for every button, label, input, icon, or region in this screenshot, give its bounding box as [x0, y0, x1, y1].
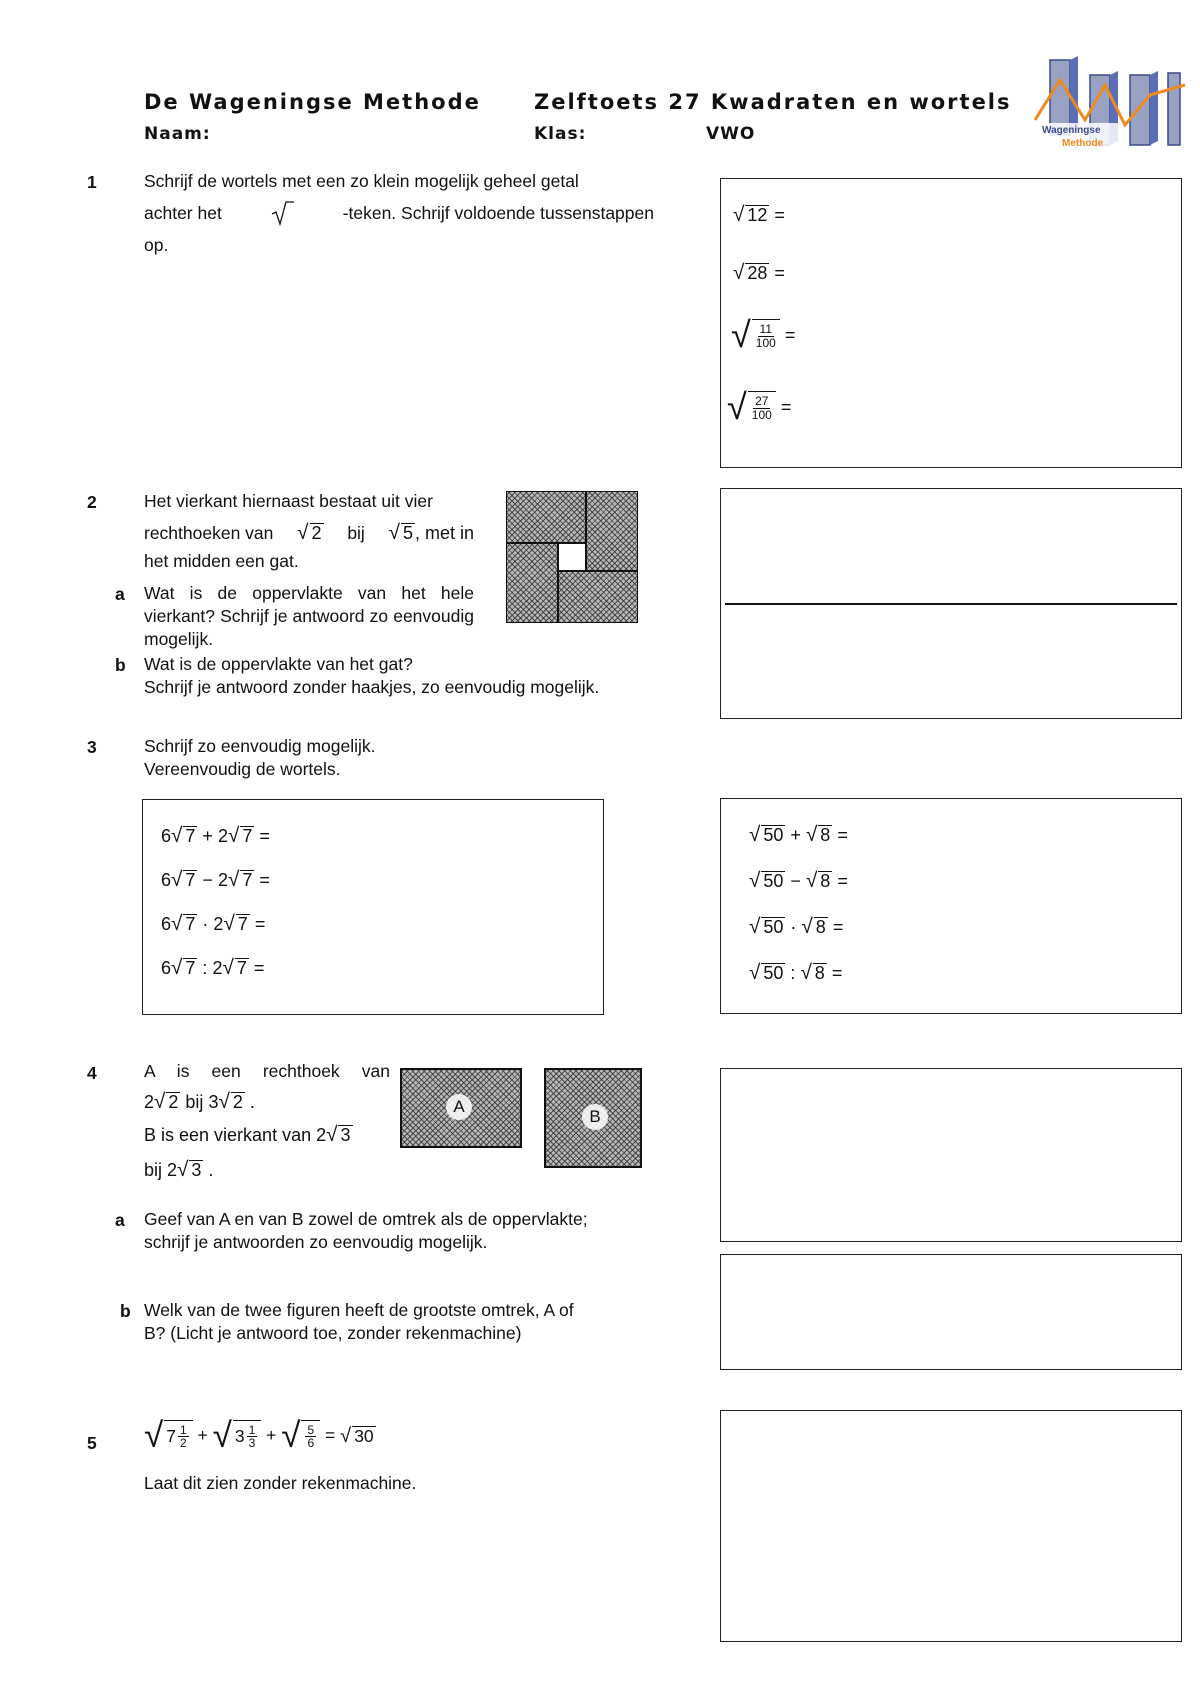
q2-number: 2 — [87, 492, 97, 512]
q4-line-1: A is een rechthoek van — [144, 1061, 390, 1081]
q4b-answer-box[interactable] — [720, 1254, 1182, 1370]
q2-hole — [558, 543, 586, 571]
q5-equation: √ 7 $\frac{1}{2}$ + √ 3 $\frac{1}{3}$ + √ $\frac{5}{6}$ = √ 30 — [144, 1416, 374, 1455]
q1-answer-box[interactable] — [720, 178, 1182, 468]
q4-figure-a — [400, 1068, 522, 1148]
q3-right-item-1: √ 50 + √ 8 = — [749, 823, 848, 847]
naam-label: Naam: — [144, 124, 211, 144]
q5-number: 5 — [87, 1433, 97, 1453]
q1-item-b: √ 28 = — [733, 261, 785, 285]
q2-rect-top-right — [586, 491, 638, 571]
q4b-text: Welk van de twee figuren heeft de grootste omtrek, A of B? (Licht je antwoord toe, zonder rekenmachine) — [144, 1300, 574, 1343]
document-title: De Wageningse Methode — [144, 90, 481, 114]
q4-number: 4 — [87, 1063, 97, 1083]
q3-left-item-4: 6 √ 7 : 2 √ 7 = — [161, 956, 265, 980]
q2-line-1: Het vierkant hiernaast bestaat uit vier — [144, 491, 433, 511]
q4-line-3: B is een vierkant van 2 √ 3 — [144, 1122, 351, 1146]
q4a-answer-box[interactable] — [720, 1068, 1182, 1242]
q3-left-box[interactable] — [142, 799, 604, 1015]
sqrt-symbol-icon — [270, 200, 294, 226]
q2-rect-top-left — [506, 491, 586, 543]
q2b-text: Wat is de oppervlakte van het gat? Schrijf je antwoord zonder haakjes, zo eenvoudig mogelijk. — [144, 654, 600, 697]
q2-text — [144, 485, 474, 573]
wageningse-methode-logo — [1030, 55, 1190, 155]
q4-text — [144, 1056, 390, 1188]
q4-line-4: bij 2 √ 3 . — [144, 1157, 214, 1181]
q2-answer-divider — [725, 603, 1177, 605]
level-label: VWO — [706, 124, 756, 144]
q3-right-box[interactable] — [720, 798, 1182, 1014]
q5-answer-box[interactable] — [720, 1410, 1182, 1642]
q2-answer-box[interactable] — [720, 488, 1182, 719]
q3-right-item-4: √ 50 : √ 8 = — [749, 961, 843, 985]
q1-item-a: √ 12 = — [733, 203, 785, 227]
q3-right-item-2: √ 50 − √ 8 = — [749, 869, 848, 893]
logo-graphic — [1030, 55, 1190, 155]
q1-text — [144, 165, 654, 261]
q5-instruction: Laat dit zien zonder rekenmachine. — [144, 1473, 417, 1493]
q3-left-item-2: 6 √ 7 − 2 √ 7 = — [161, 868, 270, 892]
q2-line-3: het midden een gat. — [144, 551, 299, 571]
q2-rect-bottom-right — [558, 571, 638, 623]
q1-line-1: Schrijf de wortels met een zo klein mogelijk geheel getal — [144, 171, 579, 191]
q1-line-3: op. — [144, 235, 169, 255]
q3-right-item-3: √ 50 · √ 8 = — [749, 915, 844, 939]
q4a-text: Geef van A en van B zowel de omtrek als de oppervlakte; schrijf je antwoorden zo eenvoudig mogelijk. — [144, 1209, 588, 1252]
q1-line-2b: -teken. Schrijf voldoende tussenstappen — [342, 203, 654, 223]
q3-left-item-1: 6 √ 7 + 2 √ 7 = — [161, 824, 270, 848]
q1-line-2 — [144, 197, 654, 229]
q4-line-2: 2 √ 2 bij 3 √ 2 . — [144, 1089, 255, 1113]
logo-text-1: Wageningse — [1042, 125, 1101, 136]
q2-square-figure — [506, 491, 638, 623]
q1-item-d: √ $\frac{27}{100}$ = — [727, 386, 792, 427]
q1-line-2a: achter het — [144, 203, 222, 223]
q2-rect-bottom-left — [506, 543, 558, 623]
q1-number: 1 — [87, 172, 97, 192]
q4a-label: a — [115, 1210, 125, 1230]
q4b-label: b — [120, 1301, 131, 1321]
q2-line-2: rechthoeken van √ 2 bij √ 5 , met in — [144, 520, 474, 544]
logo-text-2: Methode — [1062, 138, 1104, 149]
q2a-label: a — [115, 584, 125, 604]
q3-text: Schrijf zo eenvoudig mogelijk. Vereenvoudig de wortels. — [144, 736, 376, 779]
q4-figure-a-label: A — [446, 1094, 472, 1120]
q4-figure-b-label: B — [582, 1104, 608, 1130]
test-title: Zelftoets 27 Kwadraten en wortels — [534, 90, 1012, 114]
q4-figure-b — [544, 1068, 642, 1168]
klas-label: Klas: — [534, 124, 587, 144]
q3-left-item-3: 6 √ 7 · 2 √ 7 = — [161, 912, 266, 936]
q1-item-c: √ $\frac{11}{100}$ = — [731, 314, 796, 355]
q2b-label: b — [115, 655, 126, 675]
q3-number: 3 — [87, 737, 97, 757]
q2a-text: Wat is de oppervlakte van het hele vierkant? Schrijf je antwoord zo eenvoudig mogelijk. — [144, 583, 474, 649]
